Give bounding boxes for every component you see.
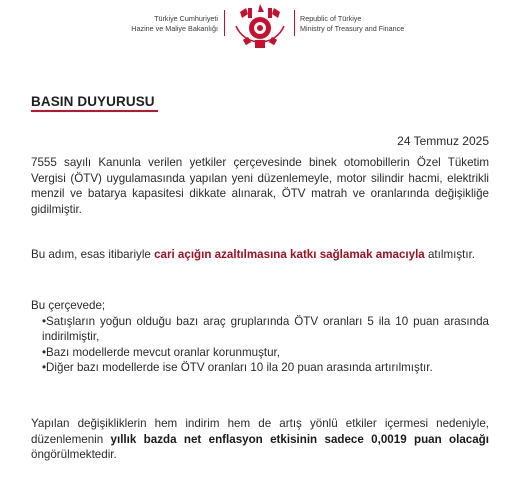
purpose-emphasis: cari açığın azaltılmasına katkı sağlamak amacıyla (154, 248, 425, 261)
document-title: BASIN DUYURUSU (31, 94, 155, 109)
impact-emphasis: yıllık bazda net enflasyon etkisinin sadece 0,0019 puan olacağı (110, 432, 489, 446)
impact-text-pre: Yapılan değişikliklerin hem indirim hem de artış yönlü etkiler içermesi nedeniyle, düzenlemenin (31, 417, 489, 446)
ministry-tr-line2: Hazine ve Maliye Bakanlığı (131, 24, 218, 33)
changes-intro: Bu çerçevede; (31, 299, 106, 312)
ministry-en-line2: Ministry of Treasury and Finance (300, 24, 405, 33)
document-date: 24 Temmuz 2025 (397, 134, 489, 148)
ministry-tr-line1: Türkiye Cumhuriyeti (154, 14, 218, 23)
list-item: •Satışların yoğun olduğu bazı araç gruplarında ÖTV oranları 5 ila 10 puan arasında indirilmiştir, (42, 314, 489, 343)
ministry-emblem-icon (224, 0, 296, 70)
ministry-en-line1: Republic of Türkiye (300, 14, 362, 23)
purpose-text-pre: Bu adım, esas itibariyle (31, 248, 155, 261)
paragraph-changes (31, 298, 489, 376)
paragraph-inflation-impact (31, 416, 489, 463)
title-underline (31, 110, 158, 112)
letterhead (0, 0, 530, 70)
list-item: •Bazı modellerde mevcut oranlar korunmuştur, (42, 345, 280, 359)
paragraph-regulation: 7555 sayılı Kanunla verilen yetkiler çerçevesinde binek otomobillerin Özel Tüketim Vergisi (ÖTV) uygulamasında yapılan yeni düzenlemeyle, motor silindir hacmi, elektrikli menzil ve batarya kapasitesi dikkate alınarak, ÖTV matrah ve oranlarında değişikliğe gidilmiştir. (31, 156, 489, 216)
list-item: •Diğer bazı modellerde ise ÖTV oranları 10 ila 20 puan arasında artırılmıştır. (42, 361, 433, 374)
ministry-name-turkish (128, 14, 218, 34)
paragraph-purpose (31, 247, 489, 263)
header-divider-right (294, 10, 295, 36)
impact-text-post: öngörülmektedir. (31, 448, 117, 461)
ministry-name-english (300, 14, 450, 34)
purpose-text-post: atılmıştır. (424, 248, 476, 261)
